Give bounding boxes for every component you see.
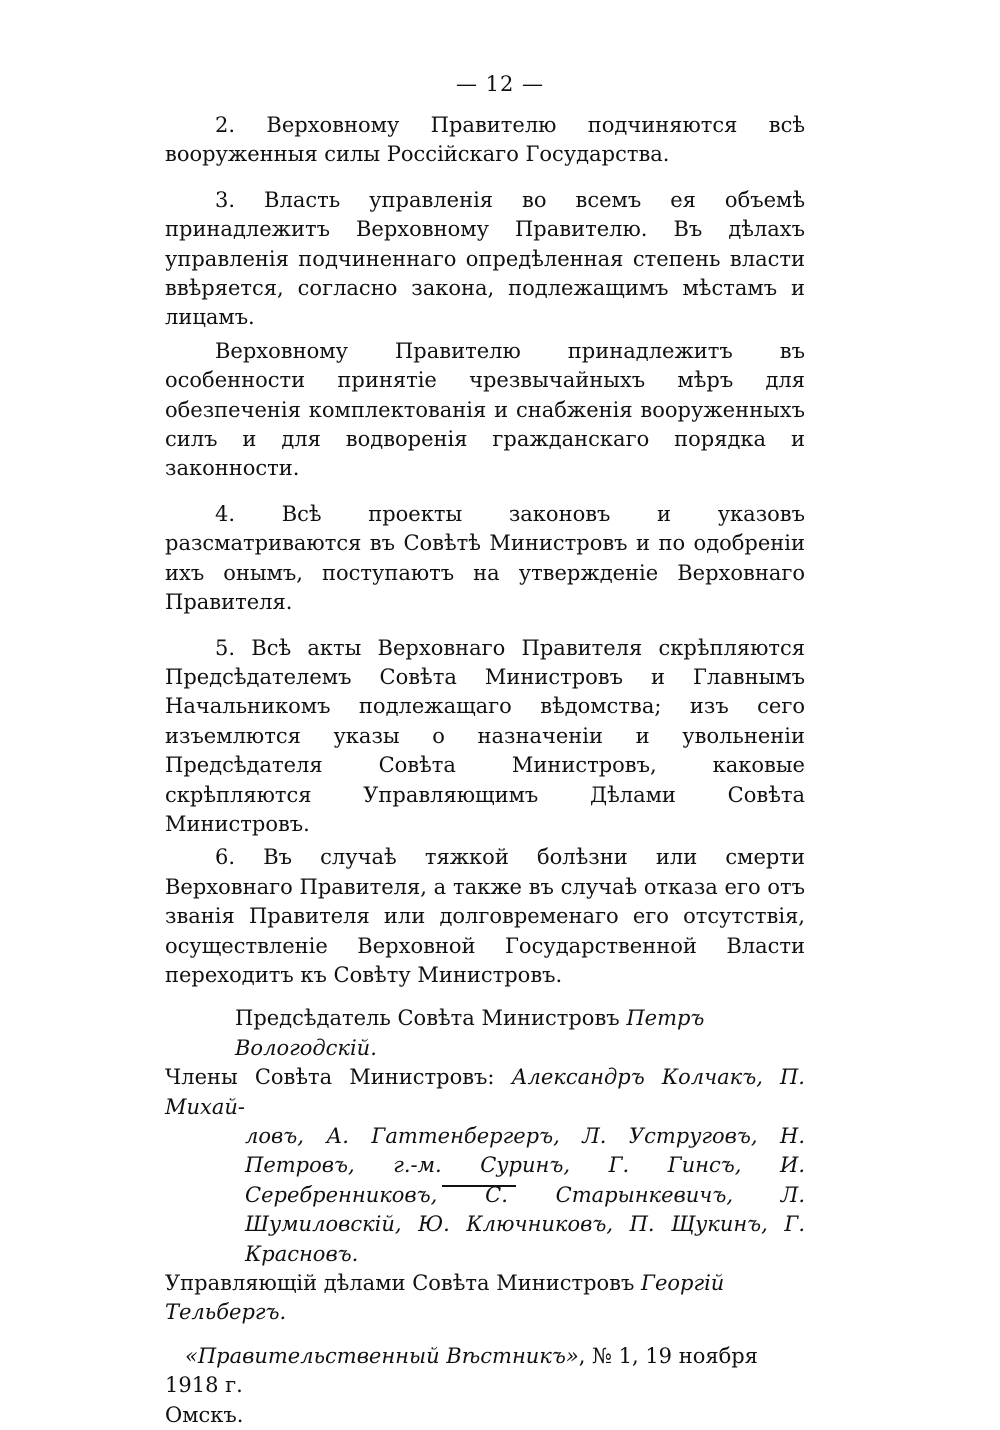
manager-name: Георгій Тельбергъ.	[165, 1271, 725, 1325]
manager-title: Управляющій дѣлами Совѣта Министровъ	[165, 1271, 635, 1296]
source-publication: «Правительственный Вѣстникъ»	[185, 1343, 579, 1368]
article-5: 5. Всѣ акты Верховнаго Правителя скрѣпляются Предсѣдателемъ Совѣта Министровъ и Главнымъ Начальникомъ подлежащаго вѣдомства; изъ сего изъемлются указы о назначеніи и увольненіи Предсѣдателя Совѣта Министровъ, каковые скрѣпляются Управляющимъ Дѣлами Совѣта Министровъ.	[165, 635, 805, 836]
chair-signature	[165, 1004, 805, 1063]
article-3: 3. Власть управленія во всемъ ея объемѣ принадлежитъ Верховному Правителю. Въ дѣлахъ управленія подчиненнаго опредѣленная степень власти ввѣряется, согласно закона, подлежащимъ мѣстамъ и лицамъ.	[165, 187, 805, 330]
signatures-block	[165, 1004, 805, 1327]
source-city: Омскъ.	[165, 1402, 244, 1427]
article-2: 2. Верховному Правителю подчиняются всѣ вооруженныя силы Россійскаго Государства.	[165, 113, 805, 167]
source-issue: , № 1, 19 ноября 1918 г.	[165, 1343, 758, 1398]
chair-name: Петръ Вологодскій.	[235, 1006, 705, 1060]
article-4: 4. Всѣ проекты законовъ и указовъ разсматриваются въ Совѣтѣ Министровъ и по одобреніи ихъ онымъ, поступаютъ на утвержденіе Верховнаго Правителя.	[165, 501, 805, 615]
members-title: Члены Совѣта Министровъ:	[165, 1065, 495, 1090]
manager-signature	[165, 1269, 805, 1328]
members-signature	[165, 1063, 805, 1122]
members-names-rest: ловъ, А. Гаттенбергеръ, Л. Уструговъ, Н. Петровъ, г.-м. Суринъ, Г. Гинсъ, И. Серебренниковъ, С. Старынкевичъ, Л. Шумиловскій, Ю. Ключниковъ, П. Щукинъ, Г. Красновъ.	[245, 1124, 805, 1266]
document-body	[165, 111, 805, 1430]
article-6: 6. Въ случаѣ тяжкой болѣзни или смерти Верховнаго Правителя, а также въ случаѣ отказа его отъ званія Правителя или долговременаго его отсутствія, осуществленіе Верховной Государственной Власти переходитъ къ Совѣту Министровъ.	[165, 845, 805, 987]
members-names-first: Александръ Колчакъ, П. Михай-	[165, 1065, 805, 1119]
chair-title: Предсѣдатель Совѣта Министровъ	[235, 1006, 620, 1031]
page-number: — 12 —	[455, 72, 545, 96]
article-3-continuation: Верховному Правителю принадлежитъ въ особенности принятіе чрезвычайныхъ мѣръ для обезпеченія комплектованія и снабженія вооруженныхъ силъ и для водворенія гражданскаго порядка и законности.	[165, 338, 805, 481]
source-citation	[165, 1342, 805, 1430]
closing-rule	[442, 1185, 516, 1187]
